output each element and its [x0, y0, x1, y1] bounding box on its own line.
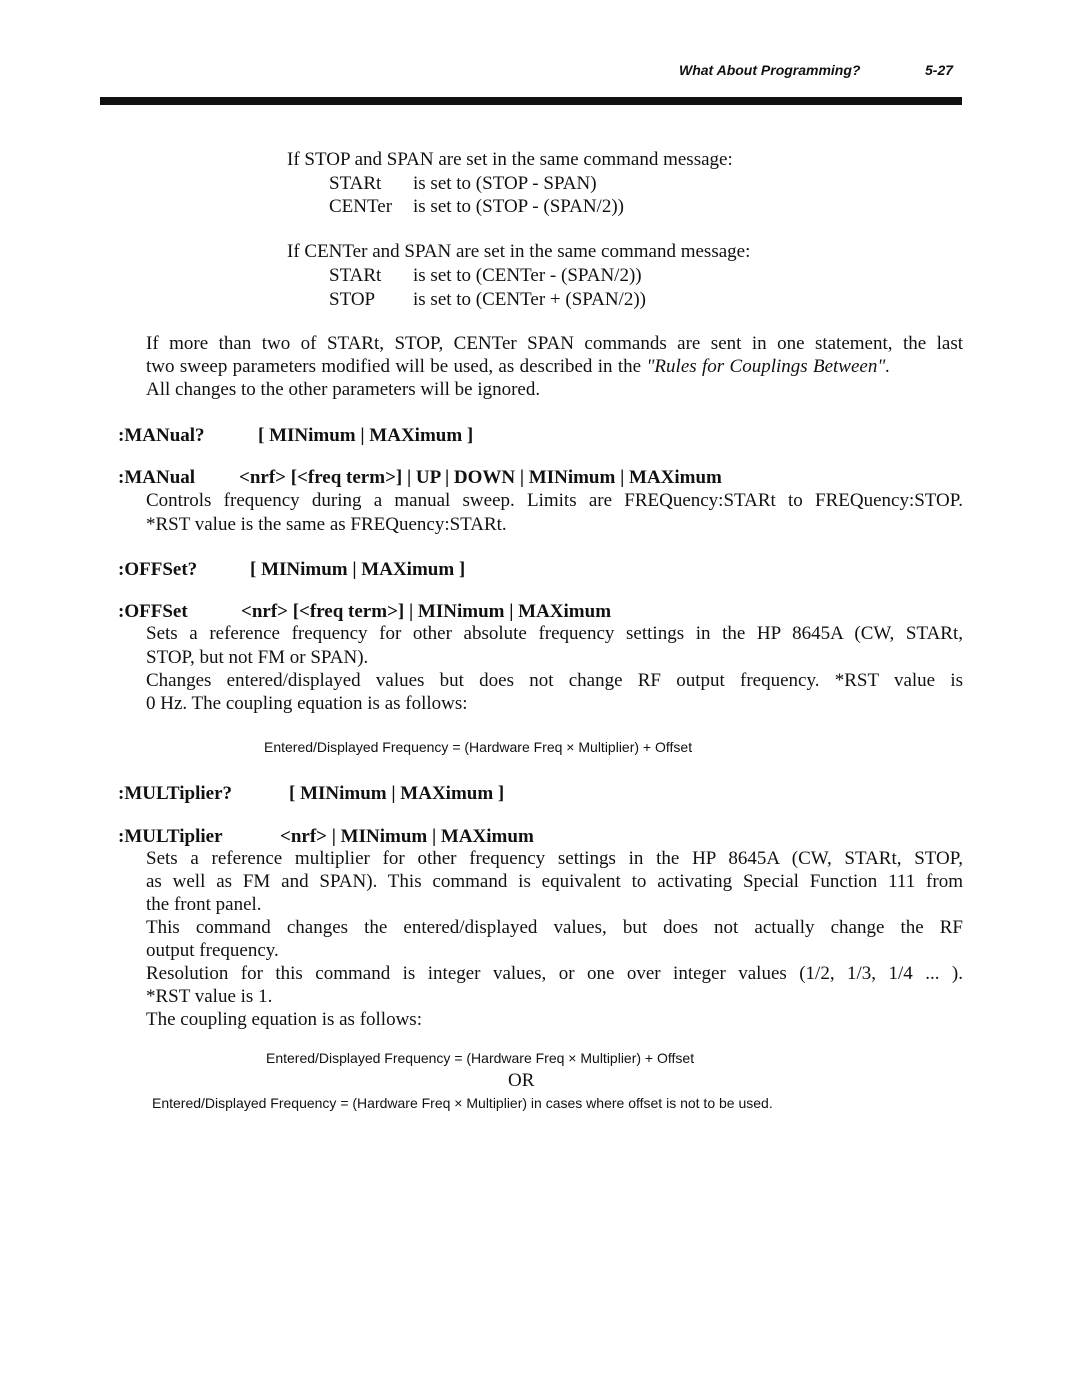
stop-span-row [329, 173, 597, 195]
multiplier-desc-line: This command changes the entered/displayed values, but does not actually change the RF [146, 917, 963, 938]
paragraph-text: two sweep parameters modified will be used, as described in the [146, 356, 647, 377]
manual-desc-line: *RST value is the same as FREQuency:STARt. [146, 514, 507, 535]
multiplier-args: <nrf> | MINimum | MAXimum [280, 826, 534, 847]
multiplier-desc-line: The coupling equation is as follows: [146, 1009, 422, 1030]
stop-span-intro: If STOP and SPAN are set in the same command message: [287, 149, 733, 170]
multiplier-desc-line: Resolution for this command is integer values, or one over integer values (1/2, 1/3, 1/4 ... ). [146, 963, 963, 984]
param-name: CENTer [329, 196, 393, 217]
paragraph-line: All changes to the other parameters will be ignored. [146, 379, 541, 400]
offset-equation: Entered/Displayed Frequency = (Hardware Freq × Multiplier) + Offset [264, 739, 693, 755]
manual-query-command: :MANual? [118, 425, 205, 446]
multiplier-desc-line: *RST value is 1. [146, 986, 273, 1007]
multiplier-query-args: [ MINimum | MAXimum ] [289, 783, 505, 804]
offset-query-command: :OFFSet? [118, 559, 198, 580]
multiplier-desc-line: Sets a reference multiplier for other frequency settings in the HP 8645A (CW, STARt, STOP, [146, 848, 963, 869]
center-span-row [329, 265, 642, 287]
offset-desc-line: Changes entered/displayed values but does not change RF output frequency. *RST value is [146, 670, 963, 691]
multiplier-equation-2: Entered/Displayed Frequency = (Hardware Freq × Multiplier) in cases where offset is not to be used. [152, 1095, 773, 1111]
multiplier-desc-line: as well as FM and SPAN). This command is equivalent to activating Special Function 111 from [146, 871, 963, 892]
offset-args: <nrf> [<freq term>] | MINimum | MAXimum [241, 601, 612, 622]
param-rule: is set to (STOP - SPAN) [413, 173, 597, 194]
paragraph-line [146, 356, 963, 378]
multiplier-equation-1: Entered/Displayed Frequency = (Hardware Freq × Multiplier) + Offset [266, 1050, 695, 1066]
paragraph-italic-ref: "Rules for Couplings Between". [646, 356, 891, 377]
param-name: STOP [329, 289, 376, 310]
offset-desc-line: STOP, but not FM or SPAN). [146, 647, 369, 668]
multiplier-desc-line: output frequency. [146, 940, 279, 961]
multiplier-command: :MULTiplier [118, 826, 223, 847]
offset-query-args: [ MINimum | MAXimum ] [250, 559, 466, 580]
param-name: STARt [329, 173, 382, 194]
manual-desc-line: Controls frequency during a manual sweep. Limits are FREQuency:STARt to FREQuency:STOP. [146, 490, 963, 511]
page-number: 5-27 [925, 62, 954, 78]
multiplier-desc-line: the front panel. [146, 894, 262, 915]
manual-command: :MANual [118, 467, 196, 488]
offset-desc-line: 0 Hz. The coupling equation is as follows: [146, 693, 468, 714]
stop-span-row [329, 196, 624, 218]
header-rule [100, 97, 962, 105]
paragraph-line: If more than two of STARt, STOP, CENTer SPAN commands are sent in one statement, the last [146, 333, 963, 354]
param-name: STARt [329, 265, 382, 286]
manual-query-args: [ MINimum | MAXimum ] [258, 425, 474, 446]
param-rule: is set to (CENTer + (SPAN/2)) [413, 289, 646, 310]
param-rule: is set to (CENTer - (SPAN/2)) [413, 265, 642, 286]
multiplier-query-command: :MULTiplier? [118, 783, 233, 804]
offset-desc-line: Sets a reference frequency for other absolute frequency settings in the HP 8645A (CW, STARt, [146, 623, 963, 644]
center-span-row [329, 289, 646, 311]
or-separator: OR [508, 1070, 535, 1091]
param-rule: is set to (STOP - (SPAN/2)) [413, 196, 624, 217]
header-title: What About Programming? [679, 62, 861, 78]
offset-command: :OFFSet [118, 601, 188, 622]
center-span-intro: If CENTer and SPAN are set in the same command message: [287, 241, 751, 262]
manual-args: <nrf> [<freq term>] | UP | DOWN | MINimum | MAXimum [239, 467, 722, 488]
